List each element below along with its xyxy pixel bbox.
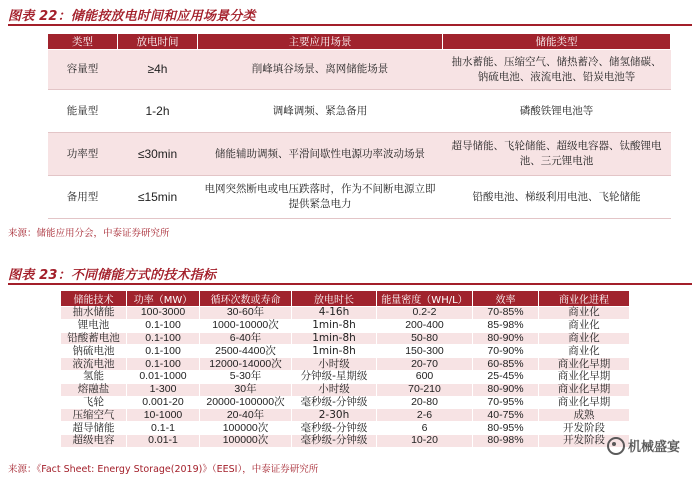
header-cell: 放电时长 [292, 291, 377, 307]
table-cell: 飞轮 [61, 396, 127, 409]
scenario-cell: 电网突然断电或电压跌落时，作为不间断电源立即提供紧急电力 [198, 176, 443, 219]
table-cell: 开发阶段 [539, 434, 630, 447]
table-row [61, 434, 630, 447]
table-cell: 商业化 [539, 345, 630, 358]
table-cell: 20000-100000次 [200, 396, 292, 409]
table-cell: 抽水储能 [61, 307, 127, 320]
table-cell: 毫秒级-分钟级 [292, 434, 377, 447]
table-cell: 80-90% [473, 383, 539, 396]
type-cell: 备用型 [48, 176, 118, 219]
table-cell: 0.1-100 [127, 345, 200, 358]
figure-22-table-wrap [47, 33, 670, 219]
header-cell: 能量密度（WH/L） [377, 291, 473, 307]
title-rule-2 [8, 283, 692, 285]
figure-23-table [60, 290, 630, 448]
storage-cell: 抽水蓄能、压缩空气、储热蓄冷、储氢储碳、钠硫电池、液流电池、铅炭电池等 [443, 50, 671, 90]
table-row [61, 332, 630, 345]
table-cell: 70-85% [473, 307, 539, 320]
table-cell: 超级电容 [61, 434, 127, 447]
duration-cell: ≤30min [118, 133, 198, 176]
header-cell: 类型 [48, 34, 118, 50]
table-row [61, 396, 630, 409]
table-cell: 6-40年 [200, 332, 292, 345]
type-cell: 能量型 [48, 90, 118, 133]
table-cell: 70-95% [473, 396, 539, 409]
duration-cell: ≥4h [118, 50, 198, 90]
table-cell: 商业化早期 [539, 370, 630, 383]
watermark-text: 机械盛宴 [627, 440, 680, 455]
header-cell: 储能技术 [61, 291, 127, 307]
type-cell: 功率型 [48, 133, 118, 176]
table-cell: 商业化 [539, 319, 630, 332]
figure-23-table-wrap [60, 290, 629, 448]
table-cell: 10-20 [377, 434, 473, 447]
table-cell: 成熟 [539, 409, 630, 422]
table-cell: 0.01-1 [127, 434, 200, 447]
table-cell: 100000次 [200, 434, 292, 447]
table-cell: 150-300 [377, 345, 473, 358]
table-cell: 1min-8h [292, 345, 377, 358]
table-cell: 1000-10000次 [200, 319, 292, 332]
header-cell: 循环次数或寿命 [200, 291, 292, 307]
scenario-cell: 调峰调频、紧急备用 [198, 90, 443, 133]
table-cell: 600 [377, 370, 473, 383]
table-cell: 2-30h [292, 409, 377, 422]
table-cell: 压缩空气 [61, 409, 127, 422]
table-cell: 20-40年 [200, 409, 292, 422]
table-row [61, 409, 630, 422]
table-cell: 2-6 [377, 409, 473, 422]
table-row [61, 345, 630, 358]
table-cell: 商业化 [539, 332, 630, 345]
table-cell: 80-98% [473, 434, 539, 447]
table-cell: 70-210 [377, 383, 473, 396]
table-cell: 100000次 [200, 422, 292, 435]
table-cell: 6 [377, 422, 473, 435]
table-cell: 1-300 [127, 383, 200, 396]
table-cell: 氢能 [61, 370, 127, 383]
watermark [607, 436, 680, 455]
table-cell: 50-80 [377, 332, 473, 345]
table-cell: 200-400 [377, 319, 473, 332]
table-cell: 0.1-1 [127, 422, 200, 435]
table-row [48, 133, 671, 176]
table-cell: 4-16h [292, 307, 377, 320]
table-cell: 液流电池 [61, 358, 127, 371]
table-cell: 80-95% [473, 422, 539, 435]
header-cell: 储能类型 [443, 34, 671, 50]
figure-22-source: 来源：储能应用分会，中泰证券研究所 [8, 228, 170, 239]
table-cell: 70-90% [473, 345, 539, 358]
storage-cell: 超导储能、飞轮储能、超级电容器、钛酸锂电池、三元锂电池 [443, 133, 671, 176]
table-cell: 1min-8h [292, 332, 377, 345]
table-cell: 0.1-100 [127, 358, 200, 371]
header-cell: 效率 [473, 291, 539, 307]
title-rule-1 [8, 24, 692, 26]
header-cell: 商业化进程 [539, 291, 630, 307]
storage-cell: 磷酸铁锂电池等 [443, 90, 671, 133]
table-cell: 1min-8h [292, 319, 377, 332]
table-cell: 25-45% [473, 370, 539, 383]
table-cell: 2500-4400次 [200, 345, 292, 358]
table-cell: 超导储能 [61, 422, 127, 435]
table-cell: 10-1000 [127, 409, 200, 422]
table-row [61, 319, 630, 332]
duration-cell: 1-2h [118, 90, 198, 133]
table-cell: 30年 [200, 383, 292, 396]
header-cell: 主要应用场景 [198, 34, 443, 50]
table-cell: 商业化早期 [539, 396, 630, 409]
table-cell: 开发阶段 [539, 422, 630, 435]
table-cell: 60-85% [473, 358, 539, 371]
table-cell: 毫秒级-分钟级 [292, 396, 377, 409]
duration-cell: ≤15min [118, 176, 198, 219]
table-row [48, 90, 671, 133]
table-row [61, 358, 630, 371]
table-cell: 毫秒级-分钟级 [292, 422, 377, 435]
scenario-cell: 削峰填谷场景、离网储能场景 [198, 50, 443, 90]
scenario-cell: 储能辅助调频、平滑间歇性电源功率波动场景 [198, 133, 443, 176]
table-cell: 熔融盐 [61, 383, 127, 396]
table-row [61, 422, 630, 435]
table-row [61, 307, 630, 320]
table-cell: 5-30年 [200, 370, 292, 383]
table-cell: 20-80 [377, 396, 473, 409]
figure-23-title: 图表 23：不同储能方式的技术指标 [8, 268, 217, 283]
figure-22-header-row [48, 34, 671, 50]
table-cell: 40-75% [473, 409, 539, 422]
table-cell: 锂电池 [61, 319, 127, 332]
table-cell: 0.1-100 [127, 319, 200, 332]
figure-23-table-body [61, 307, 630, 448]
table-row [48, 176, 671, 219]
table-cell: 0.001-20 [127, 396, 200, 409]
header-cell: 放电时间 [118, 34, 198, 50]
table-cell: 12000-14000次 [200, 358, 292, 371]
figure-23-header-row [61, 291, 630, 307]
header-cell: 功率（MW） [127, 291, 200, 307]
table-cell: 小时级 [292, 358, 377, 371]
type-cell: 容量型 [48, 50, 118, 90]
table-cell: 80-90% [473, 332, 539, 345]
storage-cell: 铅酸电池、梯级利用电池、飞轮储能 [443, 176, 671, 219]
table-cell: 分钟级-星期级 [292, 370, 377, 383]
table-cell: 30-60年 [200, 307, 292, 320]
table-row [61, 370, 630, 383]
table-row [48, 50, 671, 90]
table-cell: 商业化早期 [539, 358, 630, 371]
table-cell: 0.1-100 [127, 332, 200, 345]
table-row [61, 383, 630, 396]
table-cell: 0.2-2 [377, 307, 473, 320]
table-cell: 0.01-1000 [127, 370, 200, 383]
wechat-icon [607, 437, 625, 455]
table-cell: 85-98% [473, 319, 539, 332]
table-cell: 商业化早期 [539, 383, 630, 396]
table-cell: 钠硫电池 [61, 345, 127, 358]
figure-22-title: 图表 22：储能按放电时间和应用场景分类 [8, 9, 256, 24]
table-cell: 商业化 [539, 307, 630, 320]
table-cell: 20-70 [377, 358, 473, 371]
figure-22-table [47, 33, 671, 219]
table-cell: 小时级 [292, 383, 377, 396]
table-cell: 铅酸蓄电池 [61, 332, 127, 345]
figure-23-source: 来源：《Fact Sheet: Energy Storage(2019)》（EESI），中泰证券研究所 [8, 464, 319, 475]
table-cell: 100-3000 [127, 307, 200, 320]
